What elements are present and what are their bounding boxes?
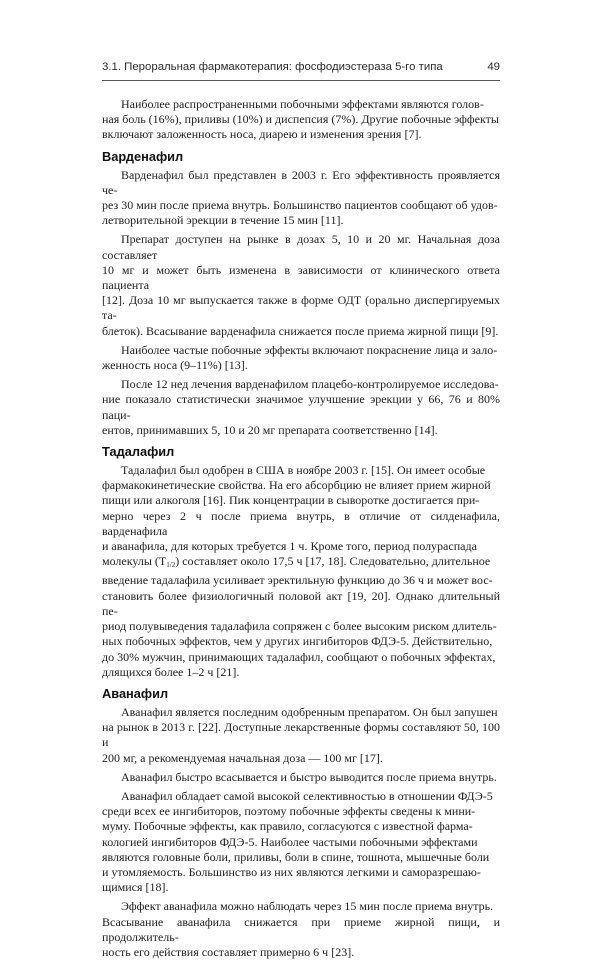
intro-paragraph	[102, 97, 500, 143]
text-line: Аванафил обладает самой высокой селективностью в отношении ФДЭ-5	[121, 788, 493, 803]
text-fragment: ) составляет около 17,5 ч [17, 18]. Следовательно, длительное	[175, 554, 491, 569]
text-fragment: молекулы (T	[102, 554, 167, 569]
vardenafil-paragraph-4	[102, 377, 500, 438]
text-line: и аванафила, для которых требуется 1 ч. Кроме того, период полураспада	[102, 539, 477, 554]
page-number: 49	[487, 61, 500, 73]
text-line: среди всех ее ингибиторов, поэтому побочные эффекты сведены к мини-	[102, 804, 476, 819]
text-line: до 30% мужчин, принимающих тадалафил, сообщают о побочных эффектах,	[102, 649, 496, 664]
avanafil-paragraph-3	[102, 789, 500, 895]
text-line: введение тадалафила усиливает эректильную функцию до 36 ч и может вос-	[102, 573, 493, 588]
avanafil-paragraph-4	[102, 899, 500, 960]
text-line: блеток). Всасывание варденафила снижается после приема жирной пищи [9].	[102, 323, 499, 338]
text-line: рез 30 мин после приема внутрь. Большинство пациентов сообщают об удов-	[102, 198, 498, 213]
vardenafil-paragraph-1	[102, 168, 500, 229]
section-heading-tadalafil: Тадалафил	[102, 444, 175, 460]
text-line: мерно через 2 ч после приема внутрь, в отличие от силденафила, варденафила	[102, 508, 500, 538]
text-line: Препарат доступен на рынке в дозах 5, 10 и 20 мг. Начальная доза составляет	[102, 232, 500, 262]
text-line: Аванафил является последним одобренным препаратом. Он был запушен	[121, 704, 498, 719]
text-line: Эффект аванафила можно наблюдать через 15 мин после приема внутрь.	[121, 899, 494, 914]
text-line: Всасывание аванафила снижается при приеме жирной пищи, и продолжитель-	[102, 914, 500, 944]
running-head	[102, 61, 500, 79]
section-heading-vardenafil: Варденафил	[102, 148, 184, 164]
vardenafil-paragraph-2	[102, 232, 500, 338]
text-line: на рынок в 2013 г. [22]. Доступные лекарственные формы составляют 50, 100 и	[102, 720, 500, 750]
text-line: 200 мг, а рекомендуемая начальная доза — 100 мг [17].	[102, 750, 383, 765]
text-line: включают заложенность носа, диарею и изменения зрения [7].	[102, 127, 422, 142]
text-line: ная боль (16%), приливы (10%) и диспепсия (7%). Другие побочные эффекты	[102, 112, 499, 127]
text-line: [12]. Доза 10 мг выпускается также в форме ОДТ (орально диспергируемых та-	[102, 293, 500, 323]
text-line-half-life	[102, 554, 500, 573]
text-line: длящихся более 1–2 ч [21].	[102, 664, 240, 679]
subscript: 1/2	[166, 561, 176, 570]
text-line: муму. Побочные эффекты, как правило, согласуются с известной фарма-	[102, 819, 473, 834]
text-line: Наиболее распространенными побочными эффектами являются голов-	[121, 97, 484, 111]
text-line: риод полувыведения тадалафила сопряжен с более высоким риском длитель-	[102, 619, 497, 634]
vardenafil-paragraph-3	[102, 343, 500, 373]
section-heading-avanafil: Аванафил	[102, 685, 169, 701]
text-line: Аванафил быстро всасывается и быстро выводится после приема внутрь.	[121, 769, 497, 784]
text-line: пищи или алкоголя [16]. Пик концентрации в сыворотке достигается при-	[102, 493, 480, 508]
avanafil-paragraph-2	[102, 770, 500, 785]
text-line: летворительной эрекции в течение 15 мин [11].	[102, 213, 344, 228]
text-line: и утомляемость. Большинство из них являются легкими и саморазрешаю-	[102, 864, 481, 879]
text-line: фармакокинетические свойства. На его абсорбцию не влияет прием жирной	[102, 478, 491, 493]
text-line: ние показало статистически значимое улучшение эрекции у 66, 76 и 80% паци-	[102, 392, 500, 422]
text-line: После 12 нед лечения варденафилом плацебо-контролируемое исследова-	[121, 377, 499, 392]
text-line: 10 мг и может быть изменена в зависимости от клинического ответа пациента	[102, 262, 500, 293]
page-body	[102, 97, 500, 960]
text-line: ность его действия составляет примерно 6 ч [23].	[102, 944, 355, 959]
text-line: Наиболее частые побочные эффекты включают покраснение лица и зало-	[121, 342, 498, 357]
text-line: женность носа (9–11%) [13].	[102, 358, 248, 373]
text-line: становить более физиологичный половой акт [19, 20]. Однако длительный пе-	[102, 588, 500, 618]
running-head-title: 3.1. Пероральная фармакотерапия: фосфодиэстераза 5-го типа	[102, 61, 443, 73]
text-line: щимися [18].	[102, 880, 169, 895]
text-line: ных побочных эффектов, чем у других ингибиторов ФДЭ-5. Действительно,	[102, 634, 493, 649]
text-line: Варденафил был представлен в 2003 г. Его эффективность проявляется че-	[102, 167, 500, 197]
avanafil-paragraph-1	[102, 705, 500, 766]
text-line: Тадалафил был одобрен в США в ноябре 2003 г. [15]. Он имеет особые	[121, 463, 486, 478]
text-line: являются головные боли, приливы, боли в спине, тошнота, мышечные боли	[102, 849, 490, 864]
text-line: ентов, принимавших 5, 10 и 20 мг препарата соответственно [14].	[102, 422, 438, 437]
text-line: кологией ингибиторов ФДЭ-5. Наиболее частыми побочными эффектами	[102, 834, 478, 849]
header-rule	[102, 80, 500, 81]
tadalafil-paragraph	[102, 463, 500, 680]
